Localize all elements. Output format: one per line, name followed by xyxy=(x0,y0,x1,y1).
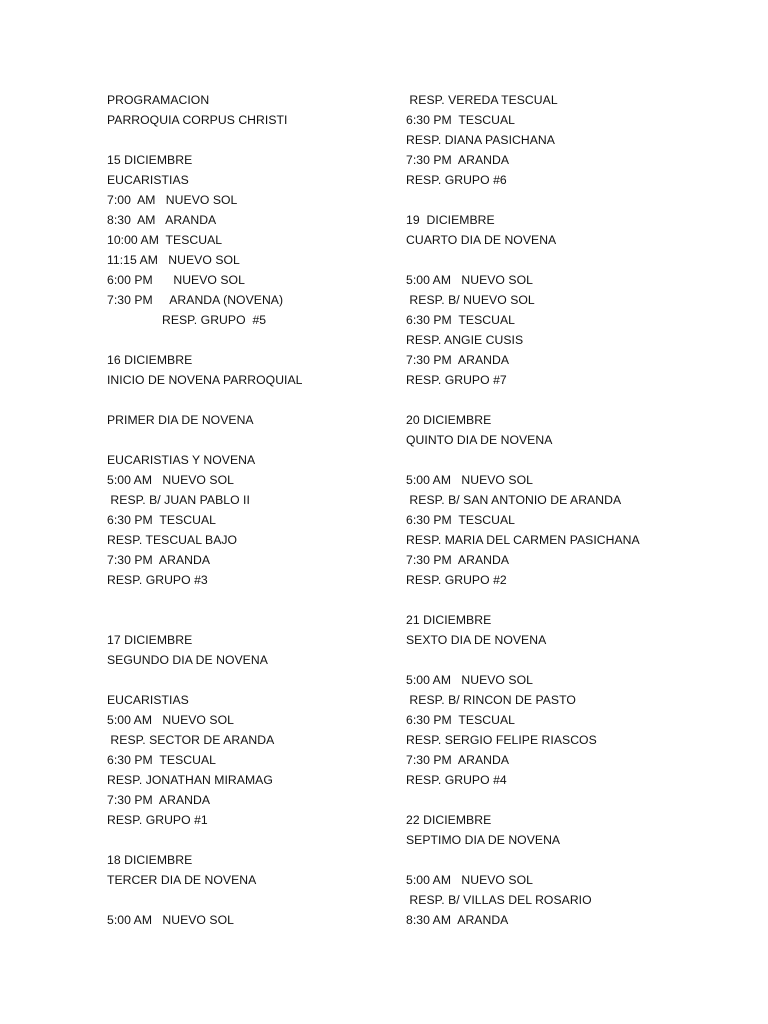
schedule-line: 6:30 PM TESCUAL xyxy=(107,753,216,767)
blank-line xyxy=(406,650,746,670)
blank-line xyxy=(107,590,447,610)
blank-line xyxy=(406,790,746,810)
schedule-line: 6:30 PM TESCUAL xyxy=(406,313,515,327)
schedule-line: 17 DICIEMBRE xyxy=(107,633,193,647)
schedule-line: 5:00 AM NUEVO SOL xyxy=(406,273,533,287)
blank-line xyxy=(107,830,447,850)
schedule-line: 6:30 PM TESCUAL xyxy=(406,513,515,527)
schedule-line: 5:00 AM NUEVO SOL xyxy=(406,673,533,687)
schedule-line: 6:30 PM TESCUAL xyxy=(406,713,515,727)
blank-line xyxy=(107,130,447,150)
blank-line xyxy=(406,390,746,410)
schedule-line: 10:00 AM TESCUAL xyxy=(107,233,223,247)
schedule-line: 8:30 AM ARANDA xyxy=(107,213,217,227)
schedule-line: 7:30 PM ARANDA xyxy=(406,153,510,167)
schedule-line: RESP. VEREDA TESCUAL xyxy=(406,93,558,107)
schedule-line: 21 DICIEMBRE xyxy=(406,613,492,627)
schedule-line: RESP. GRUPO #5 xyxy=(107,313,267,327)
schedule-line: 7:30 PM ARANDA xyxy=(406,753,510,767)
schedule-line: RESP. SECTOR DE ARANDA xyxy=(107,733,275,747)
blank-line xyxy=(107,610,447,630)
schedule-line: RESP. B/ VILLAS DEL ROSARIO xyxy=(406,893,592,907)
schedule-line: RESP. B/ JUAN PABLO II xyxy=(107,493,250,507)
schedule-line: 22 DICIEMBRE xyxy=(406,813,492,827)
schedule-line: 20 DICIEMBRE xyxy=(406,413,492,427)
right-column xyxy=(406,90,746,930)
blank-line xyxy=(107,330,447,350)
schedule-line: SEXTO DIA DE NOVENA xyxy=(406,633,547,647)
schedule-line: RESP. GRUPO #2 xyxy=(406,573,507,587)
schedule-line: 7:30 PM ARANDA xyxy=(107,793,211,807)
blank-line xyxy=(406,590,746,610)
schedule-line: 7:30 PM ARANDA xyxy=(406,353,510,367)
schedule-line: RESP. B/ NUEVO SOL xyxy=(406,293,535,307)
schedule-line: RESP. B/ SAN ANTONIO DE ARANDA xyxy=(406,493,622,507)
schedule-line: TERCER DIA DE NOVENA xyxy=(107,873,257,887)
schedule-line: 5:00 AM NUEVO SOL xyxy=(107,473,234,487)
schedule-line: RESP. GRUPO #7 xyxy=(406,373,507,387)
schedule-line: PARROQUIA CORPUS CHRISTI xyxy=(107,113,288,127)
schedule-line: RESP. MARIA DEL CARMEN PASICHANA xyxy=(406,533,640,547)
schedule-line: SEPTIMO DIA DE NOVENA xyxy=(406,833,561,847)
blank-line xyxy=(406,450,746,470)
schedule-line: 5:00 AM NUEVO SOL xyxy=(406,473,533,487)
schedule-line: 7:30 PM ARANDA xyxy=(406,553,510,567)
schedule-line: PROGRAMACION xyxy=(107,93,210,107)
schedule-line: RESP. ANGIE CUSIS xyxy=(406,333,524,347)
schedule-line: SEGUNDO DIA DE NOVENA xyxy=(107,653,268,667)
schedule-line: RESP. TESCUAL BAJO xyxy=(107,533,238,547)
schedule-line: 7:30 PM ARANDA (NOVENA) xyxy=(107,293,284,307)
schedule-line: 6:30 PM TESCUAL xyxy=(107,513,216,527)
schedule-line: 15 DICIEMBRE xyxy=(107,153,193,167)
schedule-line: EUCARISTIAS xyxy=(107,693,189,707)
schedule-line: RESP. DIANA PASICHANA xyxy=(406,133,555,147)
schedule-line: EUCARISTIAS xyxy=(107,173,189,187)
blank-line xyxy=(406,850,746,870)
schedule-line: 5:00 AM NUEVO SOL xyxy=(107,713,234,727)
schedule-line: RESP. GRUPO #1 xyxy=(107,813,208,827)
schedule-line: 7:00 AM NUEVO SOL xyxy=(107,193,238,207)
schedule-line: 6:00 PM NUEVO SOL xyxy=(107,273,245,287)
schedule-line: QUINTO DIA DE NOVENA xyxy=(406,433,553,447)
left-column xyxy=(107,90,447,930)
schedule-line: PRIMER DIA DE NOVENA xyxy=(107,413,254,427)
blank-line xyxy=(107,890,447,910)
schedule-line: RESP. GRUPO #6 xyxy=(406,173,507,187)
schedule-line: INICIO DE NOVENA PARROQUIAL xyxy=(107,373,303,387)
blank-line xyxy=(107,430,447,450)
schedule-line: RESP. JONATHAN MIRAMAG xyxy=(107,773,273,787)
schedule-line: 7:30 PM ARANDA xyxy=(107,553,211,567)
schedule-line: EUCARISTIAS Y NOVENA xyxy=(107,453,256,467)
schedule-line: 8:30 AM ARANDA xyxy=(406,913,509,927)
schedule-line: 16 DICIEMBRE xyxy=(107,353,193,367)
blank-line xyxy=(107,390,447,410)
schedule-line: 19 DICIEMBRE xyxy=(406,213,495,227)
schedule-line: 5:00 AM NUEVO SOL xyxy=(406,873,533,887)
schedule-line: RESP. GRUPO #4 xyxy=(406,773,507,787)
blank-line xyxy=(406,190,746,210)
schedule-line: CUARTO DIA DE NOVENA xyxy=(406,233,557,247)
schedule-line: 6:30 PM TESCUAL xyxy=(406,113,515,127)
schedule-line: 5:00 AM NUEVO SOL xyxy=(107,913,234,927)
schedule-line: RESP. GRUPO #3 xyxy=(107,573,208,587)
schedule-line: RESP. SERGIO FELIPE RIASCOS xyxy=(406,733,597,747)
schedule-line: RESP. B/ RINCON DE PASTO xyxy=(406,693,576,707)
schedule-line: 11:15 AM NUEVO SOL xyxy=(107,253,240,267)
blank-line xyxy=(406,250,746,270)
schedule-line: 18 DICIEMBRE xyxy=(107,853,193,867)
blank-line xyxy=(107,670,447,690)
